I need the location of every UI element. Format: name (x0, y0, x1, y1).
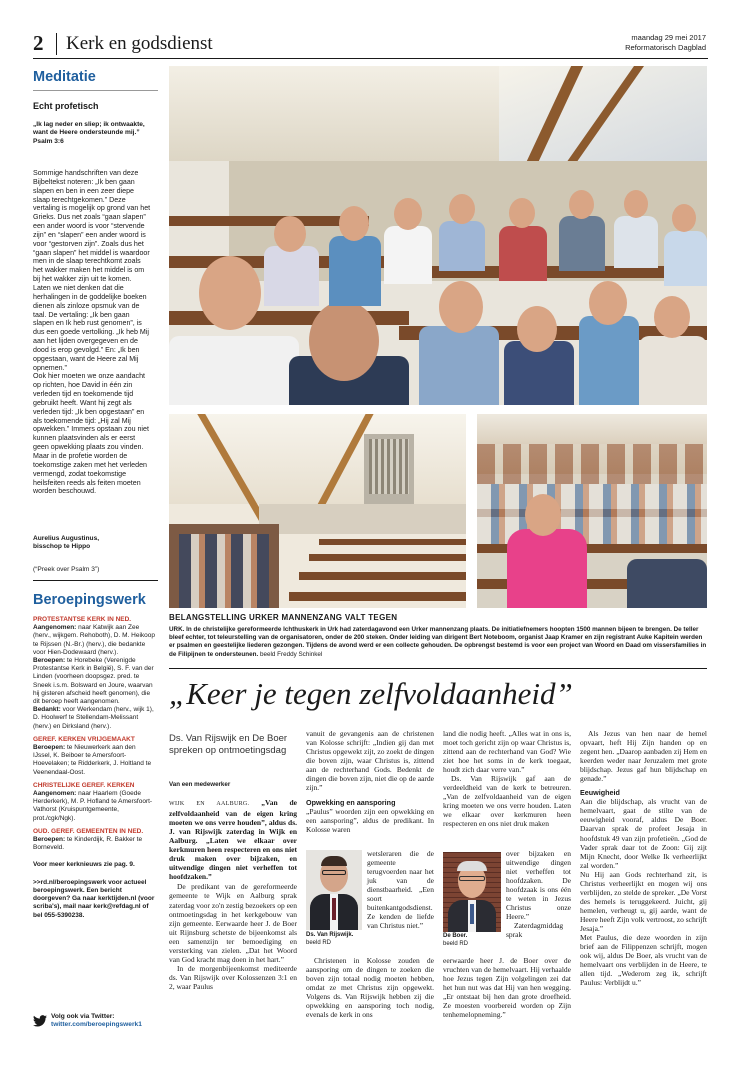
article-paragraph: In de morgenbijeenkomst mediteerde ds. Van Rijswijk over Kolossenzen 3:1 en 2, waar Paulus (169, 963, 297, 991)
article-paragraph: Zaterdagmiddag sprak (506, 921, 564, 940)
call-label: Beroepen: (33, 657, 66, 665)
beroepingswerk-link-note[interactable]: >>rd.nl/beroepingswerk voor actueel beroepingswerk. Een bericht doorgeven? Ga naar kerktijden.nl (voor scriba's), mail naar kerk@refdag.nl of bel 055-5390238. (33, 878, 155, 919)
twitter-link[interactable]: twitter.com/beroepingswerk1 (51, 1021, 142, 1029)
church-label: PROTESTANTSE KERK IN NED. (33, 616, 132, 623)
call-text: naar Haarlem (Goede Herderkerk), M. P. Hofland te Amersfoort-Vathorst (Kruispuntgemeente, prot./cgk/Ngk). (33, 790, 153, 822)
more-news[interactable]: Voor meer kerknieuws zie pag. 9. (33, 861, 135, 869)
article-paragraph: over bijzaken en uitwendige dingen niet verheffen tot hoofdzaken. De hoofdzaak is ons één te weten in Jezus Christus onze Heere.” (506, 849, 571, 922)
article-byline: Van een medewerker (169, 781, 231, 788)
meditatie-paragraph: Ook hier moeten we onze aandacht op richten, hoe David in één zin verleden tijd en toekomende tijd gebruikt heeft. Want hij zegt als verleden tijd: „Ik ben opgestaan” en als toekomende tijd: „Hij zal Mij opwekken.” Immers opstaan zou niet kunnen plaatsvinden als er eerst geen opwekking plaats zou vinden. Maar in de profetie worden de toekomstige zaken met het verleden vermengd, zodat toekomstige heilsfeiten reeds als feiten moeten worden beschouwd. (33, 372, 149, 496)
photo-headline: BELANGSTELLING URKER MANNENZANG VALT TEGEN (169, 613, 398, 622)
main-photo-men-singing (169, 66, 707, 405)
meditatie-author-title: bisschop te Hippo (33, 543, 91, 551)
article-headline: „Keer je tegen zelfvoldaanheid” (169, 676, 573, 711)
article-col1 (169, 798, 297, 991)
article-lead-text: „Van de zelfvoldaanheid van de eigen kring moeten we ons verre houden”, aldus ds. J. van Rijswijk zaterdag in Wijk en Aalburg. „Laten we elkaar over kerkmuren heen respecteren en ons niet druk maken over bijzaken, en uitwendige dingen niet verheffen tot hoofdzaken.” (169, 798, 298, 882)
call-label: Beroepen: (33, 836, 66, 844)
call-text: voor Werkendam (herv., wijk 1), D. Hoolwerf te Stellendam-Melissant (herv.) en Dirksland (herv.). (33, 706, 154, 730)
call-entry (33, 790, 155, 823)
meditatie-body (33, 169, 151, 496)
article-dateline: WIJK EN AALBURG. (169, 801, 250, 807)
call-text: te Horebeke (Verenigde Protestantse Kerk in België), S. F. van der Linden (voorheen doopsgez. pred. te Sneek i.s.m. Bolsward en Joure, waarvan hij gisteren afscheid heeft genomen), die dit beroep heeft aangenomen. (33, 657, 154, 706)
twitter-icon[interactable] (33, 1014, 47, 1026)
article-subhead: Opwekking en aansporing (306, 798, 396, 808)
call-text: te Nieuwerkerk aan den IJssel, K. Beiboer te Amersfoort-Hoevelaken; te Ridderkerk, J. Holtland te Veenendaal-Oost. (33, 744, 152, 776)
meditatie-heading: Meditatie (33, 69, 96, 85)
photo1-caption: Ds. Van Rijswijk. (306, 932, 354, 938)
article-paragraph: land die nodig heeft. „Alles wat in ons is, moet toch gericht zijn op waar Christus is, zittend aan de rechterhand van God? Wie ziet hoe het soms in de kerk toegaat, houdt zich daar verre van.” (443, 729, 571, 775)
column-rule (33, 580, 158, 581)
photo-credit: beeld Freddy Schinkel (259, 650, 323, 658)
article-rule (169, 668, 707, 669)
conductor-photo (477, 414, 707, 608)
meditatie-paragraph: Sommige handschriften van deze Bijbeltekst noteren: „Ik ben gaan slapen en ben in een zeer diepe slaap terechtgekomen.” Deze vertaling is mogelijk op grond van het Grieks. Dus net zoals “gaan slapen” een ander woord is voor “stervende zijn” en “slapen” een ander woord is voor “gestorven zijn”. Zoals dus het “gaan slapen” het middel is waardoor men in de slaap terechtkomt zoals het wakker maken het middel is om bij het wakker zijn uit te komen. Laten we niet denken dat die herhalingen in de goddelijke boeken dienen als zinloze opsmuk van de taal. De vertaling: „Ik ben gaan slapen en Ik heb rust genomen”, is dus een goede vertolking. „Ik heb Mij aan het lijden overgegeven en de dood is erop gevolgd.” En: „Ik ben opgestaan, want de Heere zal Mij opnemen.” (33, 169, 151, 372)
call-text: naar Katwijk aan Zee (herv., wijkgem. Rehoboth), D. M. Heikoop te Rijssen (N.-Br.) (herv.), die bedankte voor Hien-Dodewaard (herv.). (33, 624, 155, 656)
issue-date: maandag 29 mei 2017 (631, 33, 706, 42)
portrait-de-boer (443, 852, 501, 932)
article-col3-bottom (443, 956, 571, 1019)
meditatie-rule (33, 90, 158, 91)
article-paragraph: vanuit de gevangenis aan de christenen van Kolosse schrijft: „Indien gij dan met Christus opgewekt zijt, zo zoekt de dingen die boven zijn, waar Christus is, zittend aan de rechterhand Gods. Bedenkt de dingen die boven zijn, niet die op de aarde zijn.” (306, 729, 434, 793)
call-entry (33, 706, 155, 731)
article-paragraph: Aan die blijdschap, als vrucht van de hemelvaart, gaat de stilte van de eeuwigheid vooraf, aldus De Boer. Daarvan sprak de profeet Jesaja in hoofdstuk 49 van zijn profetieën. „God de Vader sprak daar tot de Zoon: Gij zijt Mijn Knecht, door Welke Ik verheerlijkt zal worden.” Nu Hij aan Gods rechterhand zit, is Christus verheerlijkt en mogen wij ons verblijden, zo stelde de spreker. „De Vorst des hemels is teruggekeerd. Juicht, gij hemelen, verheugt u, gij aarde, want de Heere heeft Zijn volk vertroost, zo schrijft Jesaja.” Met Paulus, die deze woorden in zijn brief aan de Filippenzen schrijft, mogen ook wij, aldus De Boer, als vrucht van de hemelvaart ons verblijden in de Heere, te allen tijd. „Wederom zeg ik, schrijft Paulus: Verblijdt u.” (580, 797, 707, 988)
beroepingswerk-heading: Beroepingswerk (33, 592, 146, 608)
article-col2-bottom (306, 956, 434, 1019)
header-rule (33, 58, 708, 59)
photo1-credit: beeld RD (306, 939, 332, 946)
call-entry (33, 657, 155, 706)
meditatie-author-block (33, 535, 151, 552)
portrait-van-rijswijk (306, 850, 362, 930)
church-label: GEREF. KERKEN VRIJGEMAAKT (33, 735, 135, 743)
article-paragraph: wetsleraren die de gemeente terugvoerden naar het juk van de dienstbaarheid. „Een soort buitenkantgodsdienst. Ze kenden de liefde van Christus niet.” (367, 849, 434, 931)
article-subhead: Eeuwigheid (580, 788, 620, 798)
call-entry (33, 624, 155, 657)
meditatie-verse: „Ik lag neder en sliep; ik ontwaakte, want de Heere ondersteunde mij.” (33, 121, 145, 137)
meditatie-title: Echt profetisch (33, 101, 99, 111)
article-paragraph: De predikant van de gereformeerde gemeente te Wijk en Aalburg sprak zaterdag voor zo'n zestig bezoekers op een ontmoetingsdag in het kerkgebouw van zijn gemeente. Eerwaarde heer J. de Boer uit Rijnsburg schetste de bijeenkomst als een samenzijn ter bemoediging en versterking van zielen. „Dat het Woord van God kracht mag doen in het hart.” (169, 882, 297, 964)
call-label: Beroepen: (33, 744, 66, 752)
church-interior-photo (169, 414, 466, 608)
article-paragraph: Ds. Van Rijswijk gaf aan de verdeeldheid van de kerk te betreuren. „Van de zelfvoldaanheid van de eigen kring moeten we ons verre houden. Laten we elkaar over kerkmuren heen respecteren en ons niet druk maken (443, 774, 571, 829)
article-col2 (306, 729, 434, 835)
meditatie-source: (“Preek over Psalm 3”) (33, 566, 100, 573)
article-col3-right (506, 849, 571, 939)
article-col4 (580, 729, 707, 987)
call-entry (33, 744, 155, 777)
section-title: Kerk en godsdienst (66, 33, 213, 54)
article-col3 (443, 729, 571, 829)
beroepingswerk-list (33, 616, 155, 920)
photo-caption-text (169, 626, 707, 659)
article-deck: Ds. Van Rijswijk en De Boer spreken op ontmoetingsdag (169, 733, 288, 756)
church-label: CHRISTELIJKE GEREF. KERKEN (33, 781, 135, 789)
article-paragraph: Christenen in Kolosse zouden de aansporing om de dingen te zoeken die boven zijn totaal nodig moeten hebben, omdat ze met Christus zijn opgewekt. Volgens ds. Van Rijswijk hebben zij die opwekking en aansporing toch nodig, evenals de kerk in ons (306, 956, 434, 1020)
call-label: Aangenomen: (33, 790, 77, 798)
photo2-caption: De Boer. (443, 933, 468, 939)
paper-name: Reformatorisch Dagblad (625, 43, 706, 52)
article-col2-right (367, 849, 434, 930)
meditatie-author: Aurelius Augustinus, (33, 535, 100, 542)
call-label: Aangenomen: (33, 624, 77, 632)
header-divider (56, 33, 57, 55)
photo2-credit: beeld RD (443, 940, 469, 947)
meditatie-verse-block (33, 121, 151, 146)
page-number: 2 (33, 31, 44, 55)
photo-caption-body: In de christelijke gereformeerde Ichthuskerk in Urk had zaterdagavond een Urker mannenzang plaats. De initiatiefnemers hoopten 1500 mannen bijeen te brengen. De teller bleef echter, tot teleurstelling van de organisatoren, onder de 200 steken. Onder leiding van dirigent Bert Noteboom, organist Jaap Kramer en zijn registrant Auke Kapitein werden er psalmen en geestelijke liederen gezongen. Tijdens de avond werd er een collecte gehouden. De opbrengst bestemd is voor een project van Woord en Daad om vissersfamilies in de Filipijnen te ondersteunen. (169, 626, 707, 658)
meditatie-verse-ref: Psalm 3:6 (33, 137, 64, 145)
article-paragraph: Als Jezus van hen naar de hemel opvaart, heft Hij Zijn handen op en zegent hen. „Daarop aanbaden zij Hem en keerden weder naar Jeruzalem met grote blijdschap. Jezus gaf hun blijdschap en genade.” (580, 729, 707, 784)
photo-dateline: URK. (169, 626, 185, 633)
church-label: OUD. GEREF. GEMEENTEN IN NED. (33, 827, 144, 835)
article-lead (169, 798, 297, 881)
call-entry (33, 836, 155, 852)
article-paragraph: eerwaarde heer J. de Boer over de vruchten van de hemelvaart. Hij verhaalde hoe Jezus tegen Zijn volgelingen zei dat het hun nut was dat Hij van hen wegging. „Er ontstaat bij hen dan grote droefheid. Ze moesten voorbereid worden op Zijn tenhemelopneming.” (443, 956, 571, 1020)
call-text: te Kinderdijk, R. Bakker te Borneveld. (33, 836, 143, 852)
article-paragraph: „Paulus” woorden zijn een opwekking en een aansporing”, aldus de predikant. In Kolosse waren (306, 807, 434, 835)
call-label: Bedankt: (33, 706, 61, 714)
twitter-label: Volg ook via Twitter: (51, 1013, 115, 1020)
